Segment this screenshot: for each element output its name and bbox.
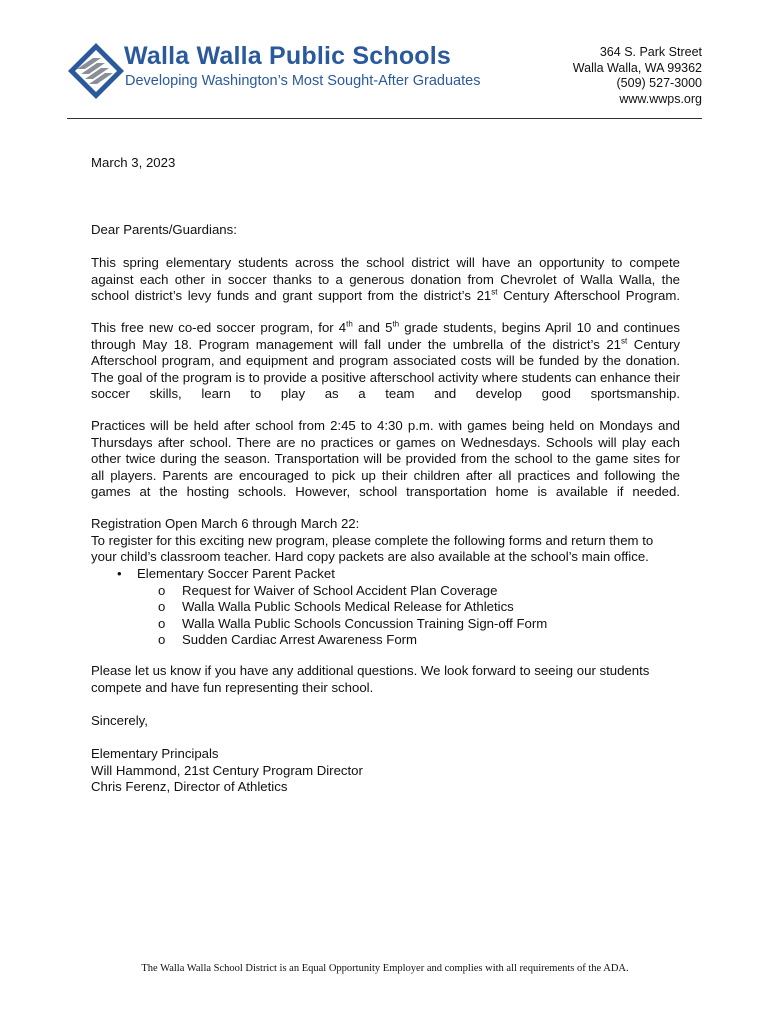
- paragraph-closing: Please let us know if you have any additional questions. We look forward to seeing our students compete and have fun representing their school.: [91, 663, 650, 695]
- registration-text: To register for this exciting new program, please complete the following forms and return them to your child’s classroom teacher. Hard copy packets are also available at the school’s main office.: [91, 532, 654, 564]
- footer-ada-notice: The Walla Walla School District is an Equal Opportunity Employer and complies with all requirements of the ADA.: [141, 963, 629, 974]
- sub-bullet-icon: o: [158, 632, 166, 647]
- signer-principals: Elementary Principals: [91, 746, 219, 761]
- letter-date: March 3, 2023: [91, 155, 176, 170]
- list-item: o Walla Walla Public Schools Medical Release for Athletics: [158, 599, 514, 614]
- address-website: www.wwps.org: [619, 91, 702, 106]
- address-city: Walla Walla, WA 99362: [572, 60, 702, 75]
- org-tagline: Developing Washington’s Most Sought-After Graduates: [125, 73, 481, 89]
- paragraph-practices: Practices will be held after school from 2:45 to 4:30 p.m. with games being held on Mondays and Thursdays after school. There are no practices or games on Wednesdays. Schools will play each other twice during the season. Transportation will be provided from the school to the game sites for all players. Parents are encouraged to pick up their children after all practices and following the games at the hosting schools. However, school transportation home is available if needed.: [91, 418, 680, 499]
- bullet-icon: •: [117, 566, 122, 581]
- closing: Sincerely,: [91, 713, 148, 728]
- signer-athletics-director: Chris Ferenz, Director of Athletics: [91, 779, 288, 794]
- address-phone: (509) 527-3000: [616, 76, 702, 90]
- signer-program-director: Will Hammond, 21st Century Program Director: [91, 762, 363, 778]
- list-item: o Sudden Cardiac Arrest Awareness Form: [158, 632, 418, 647]
- return-address: [573, 45, 702, 107]
- sub-bullet-icon: o: [158, 582, 166, 598]
- paragraph-intro: This spring elementary students across the school district will have an opportunity to compete against each other in soccer thanks to a generous donation from Chevrolet of Walla Walla, the school district’s levy funds and grant support from the district’s 21st Century Afterschool Program.: [91, 255, 680, 303]
- list-item: o Walla Walla Public Schools Concussion Training Sign-off Form: [158, 615, 548, 631]
- list-item: o Request for Waiver of School Accident Plan Coverage: [158, 582, 498, 598]
- paragraph-program: This free new co-ed soccer program, for 4th and 5th grade students, begins April 10 and continues through May 18. Program management will fall under the umbrella of the district’s 21st Century Afterschool program, and equipment and program associated costs will be funded by the donation. The goal of the program is to provide a positive afterschool activity where students can enhance their soccer skills, learn to play as a team and develop good sportsmanship.: [91, 319, 680, 401]
- address-street: 364 S. Park Street: [599, 45, 702, 59]
- org-name: Walla Walla Public Schools: [124, 42, 452, 70]
- salutation: Dear Parents/Guardians:: [91, 222, 237, 237]
- registration-section: [91, 516, 680, 566]
- list-item: • Elementary Soccer Parent Packet: [117, 566, 335, 581]
- sub-bullet-icon: o: [158, 599, 166, 614]
- signature-block: [91, 746, 680, 796]
- header-divider: [67, 118, 702, 119]
- diamond-logo-icon: [67, 42, 125, 100]
- registration-heading: Registration Open March 6 through March 22:: [91, 516, 360, 531]
- sub-bullet-icon: o: [158, 615, 166, 631]
